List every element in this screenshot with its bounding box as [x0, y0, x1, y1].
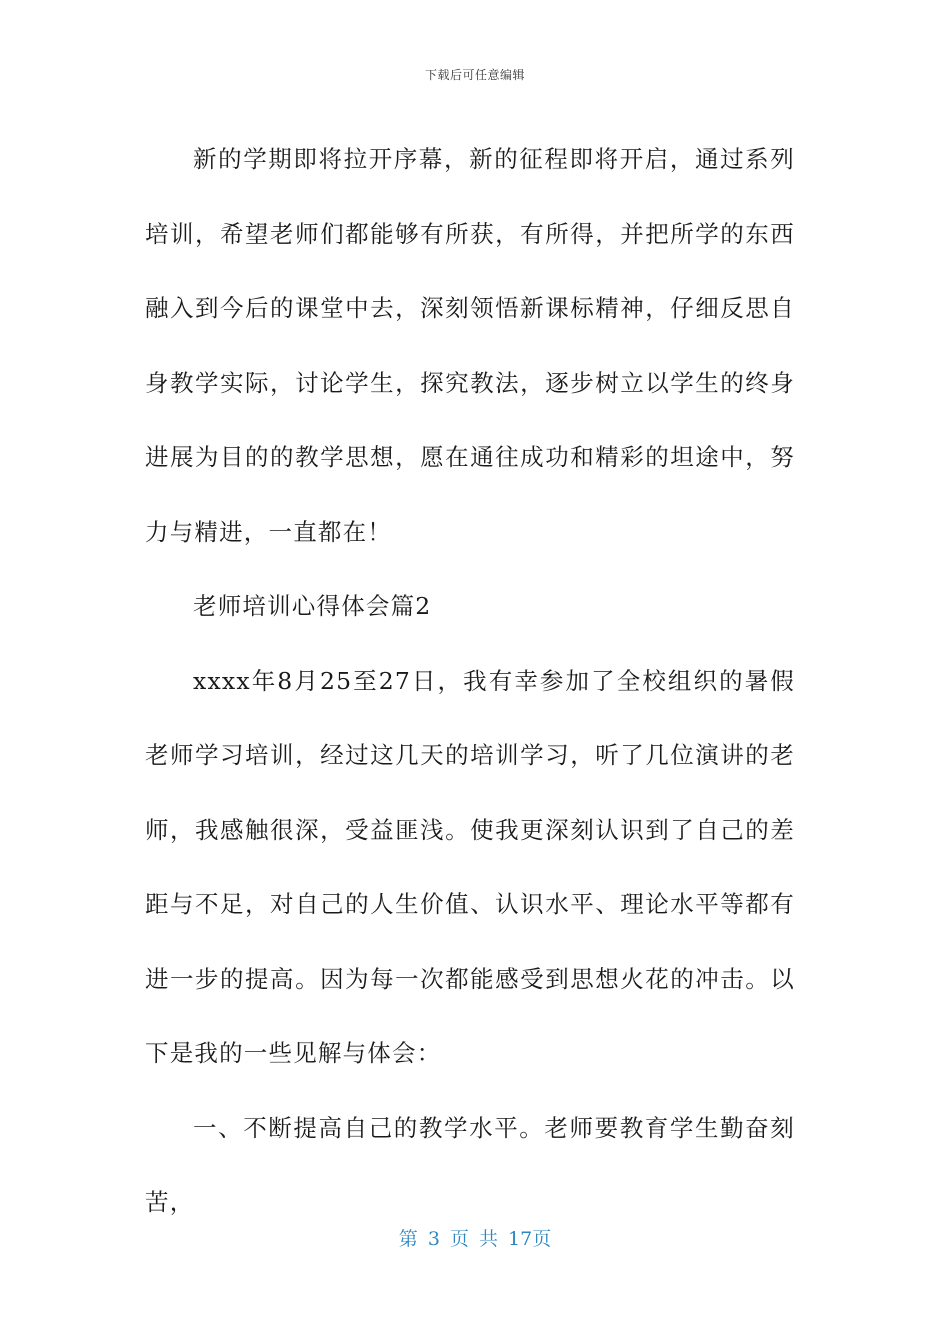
section-heading: 老师培训心得体会篇2 [193, 592, 432, 620]
paragraph-intro: xxxx年8月25至27日，我有幸参加了全校组织的暑假老师学习培训，经过这几天的培训学习，听了几位演讲的老师，我感触很深，受益匪浅。使我更深刻认识到了自己的差距与不足，对自己的人生价值、认识水平、理论水平等都有进一步的提高。因为每一次都能感受到思想火花的冲击。以下是我的一些见解与体会： [145, 666, 795, 1067]
paragraph-closing: 新的学期即将拉开序幕，新的征程即将开启，通过系列培训，希望老师们都能够有所获，有所得，并把所学的东西融入到今后的课堂中去，深刻领悟新课标精神，仔细反思自身教学实际，讨论学生，探究教法，逐步树立以学生的终身进展为目的的教学思想，愿在通往成功和精彩的坦途中，努力与精进，一直都在！ [145, 145, 795, 546]
page-number: 第 3 页 共 17页 [398, 1228, 552, 1250]
paragraph-point-one: 一、不断提高自己的教学水平。老师要教育学生勤奋刻苦， [145, 1113, 795, 1216]
document-body [145, 122, 795, 1240]
page-header-note: 下载后可任意编辑 [424, 68, 525, 82]
